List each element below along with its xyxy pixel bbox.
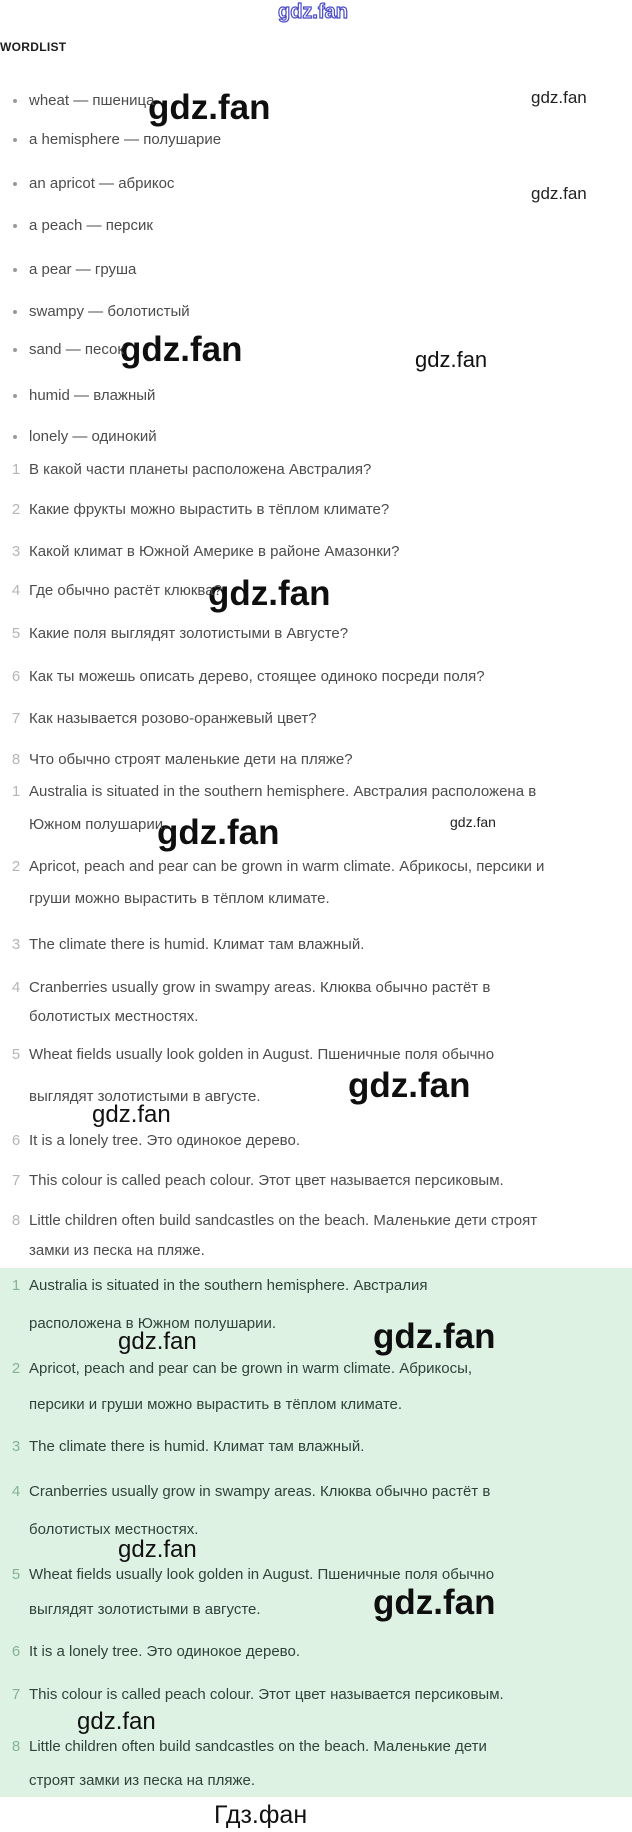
highlighted-answer-line — [11, 1686, 504, 1703]
wordlist-item — [29, 176, 174, 192]
watermark-gdzfan: gdz.fan — [157, 813, 280, 852]
wordlist-item — [29, 342, 124, 358]
answer-number: 5 — [11, 1046, 21, 1063]
wordlist-title: WORDLIST — [0, 40, 67, 54]
question-row — [11, 543, 400, 560]
bullet-icon — [13, 310, 17, 314]
answer-line — [11, 783, 537, 800]
watermark-gdzfan: gdz.fan — [415, 347, 488, 372]
highlighted-answer-line — [11, 1438, 365, 1455]
answer-line — [11, 1172, 504, 1189]
answer-line — [11, 936, 365, 953]
question-number: 4 — [11, 582, 21, 599]
wordlist-item — [29, 218, 153, 234]
question-number: 8 — [11, 751, 21, 768]
answer-text: болотистых местностях. — [29, 1521, 199, 1538]
question-text: В какой части планеты расположена Австралия? — [29, 461, 372, 478]
answer-text: Apricot, peach and pear can be grown in warm climate. Абрикосы, — [29, 1360, 473, 1377]
answer-number: 5 — [11, 1566, 21, 1583]
watermark-gdzfan-outline: gdz.fan — [278, 1, 348, 23]
answer-line — [11, 1046, 495, 1063]
answer-line — [29, 1009, 198, 1025]
answer-line — [29, 891, 330, 907]
highlighted-answer-line — [29, 1773, 255, 1789]
question-row — [11, 668, 485, 685]
wordlist-item-label: humid — влажный — [29, 387, 156, 404]
answer-text: персики и груши можно вырастить в тёплом климате. — [29, 1396, 403, 1413]
highlighted-answer-line — [29, 1316, 276, 1332]
answer-text: The climate there is humid. Климат там влажный. — [29, 936, 365, 953]
answer-text: This colour is called peach colour. Этот цвет называется персиковым. — [29, 1686, 504, 1703]
watermark-gdzfan: gdz.fan — [118, 1536, 197, 1563]
highlighted-answer-line — [11, 1738, 487, 1755]
question-row — [11, 582, 222, 599]
answer-line — [29, 817, 167, 833]
bullet-icon — [13, 99, 17, 103]
answer-number: 4 — [11, 1483, 21, 1500]
answer-number: 6 — [11, 1643, 21, 1660]
answer-number: 1 — [11, 783, 21, 800]
wordlist-item-label: lonely — одинокий — [29, 428, 157, 445]
wordlist-item-label: wheat — пшеница — [29, 92, 155, 109]
answer-text: болотистых местностях. — [29, 1008, 199, 1025]
watermark-gdzfan: gdz.fan — [531, 88, 587, 107]
answer-text: It is a lonely tree. Это одинокое дерево. — [29, 1643, 300, 1660]
wordlist-item — [29, 429, 157, 445]
answer-text: Apricot, peach and pear can be grown in warm climate. Абрикосы, персики и — [29, 858, 545, 875]
answer-line — [11, 1132, 300, 1149]
answer-text: выглядят золотистыми в августе. — [29, 1601, 261, 1618]
answer-line — [29, 1243, 205, 1259]
question-row — [11, 501, 390, 518]
answer-number: 8 — [11, 1738, 21, 1755]
question-number: 2 — [11, 501, 21, 518]
answer-text: Little children often build sandcastles on the beach. Маленькие дети строят — [29, 1212, 538, 1229]
answer-text: замки из песка на пляже. — [29, 1242, 205, 1259]
answer-number: 7 — [11, 1172, 21, 1189]
answer-text: Australia is situated in the southern hemisphere. Австралия расположена в — [29, 783, 537, 800]
answer-number: 1 — [11, 1277, 21, 1294]
answer-text: Wheat fields usually look golden in August. Пшеничные поля обычно — [29, 1046, 495, 1063]
answer-text: выглядят золотистыми в августе. — [29, 1088, 261, 1105]
highlighted-answer-line — [29, 1522, 198, 1538]
watermark-gdzfan: gdz.fan — [118, 1328, 197, 1355]
answer-text: Australia is situated in the southern hemisphere. Австралия — [29, 1277, 428, 1294]
question-text: Как называется розово-оранжевый цвет? — [29, 710, 317, 727]
answer-number: 2 — [11, 1360, 21, 1377]
answer-text: строят замки из песка на пляже. — [29, 1772, 255, 1789]
answer-number: 6 — [11, 1132, 21, 1149]
question-row — [11, 461, 372, 478]
question-text: Что обычно строят маленькие дети на пляже? — [29, 751, 353, 768]
wordlist-item — [29, 262, 136, 278]
answer-text: Cranberries usually grow in swampy areas. Клюква обычно растёт в — [29, 1483, 491, 1500]
highlighted-answer-line — [29, 1602, 261, 1618]
question-number: 1 — [11, 461, 21, 478]
question-text: Какой климат в Южной Америке в районе Амазонки? — [29, 543, 400, 560]
watermark-gdzfan: gdz.fan — [373, 1317, 496, 1356]
answer-number: 3 — [11, 1438, 21, 1455]
question-row — [11, 710, 317, 727]
answer-text: Южном полушарии. — [29, 816, 168, 833]
watermark-gdzfan: gdz.fan — [120, 330, 243, 369]
wordlist-item-label: a pear — груша — [29, 261, 137, 278]
answer-text: Cranberries usually grow in swampy areas. Клюква обычно растёт в — [29, 979, 491, 996]
answer-text: Wheat fields usually look golden in August. Пшеничные поля обычно — [29, 1566, 495, 1583]
watermark-gdzfan: gdz.fan — [348, 1066, 471, 1105]
highlighted-answer-line — [11, 1643, 300, 1660]
bullet-icon — [13, 394, 17, 398]
answer-text: Little children often build sandcastles on the beach. Маленькие дети — [29, 1738, 487, 1755]
answer-number: 3 — [11, 936, 21, 953]
watermark-gdzfan: gdz.fan — [531, 184, 587, 203]
watermark-gdzfan: gdz.fan — [148, 88, 271, 127]
wordlist-item — [29, 132, 221, 148]
question-row — [11, 751, 353, 768]
bullet-icon — [13, 138, 17, 142]
bullet-icon — [13, 182, 17, 186]
answer-number: 7 — [11, 1686, 21, 1703]
bullet-icon — [13, 435, 17, 439]
answer-text: расположена в Южном полушарии. — [29, 1315, 277, 1332]
answer-line — [11, 1212, 538, 1229]
footer-brand: Гдз.фан — [214, 1801, 308, 1829]
answer-number: 4 — [11, 979, 21, 996]
answer-line — [29, 1089, 261, 1105]
answer-line — [11, 979, 491, 996]
answer-number: 2 — [11, 858, 21, 875]
watermark-gdzfan: gdz.fan — [373, 1583, 496, 1622]
question-text: Как ты можешь описать дерево, стоящее одиноко посреди поля? — [29, 668, 485, 685]
question-number: 6 — [11, 668, 21, 685]
question-text: Какие поля выглядят золотистыми в Августе? — [29, 625, 349, 642]
answer-line — [11, 858, 545, 875]
wordlist-item — [29, 304, 190, 320]
answer-text: This colour is called peach colour. Этот цвет называется персиковым. — [29, 1172, 504, 1189]
bullet-icon — [13, 348, 17, 352]
question-text: Где обычно растёт клюква? — [29, 582, 222, 599]
watermark-gdzfan: gdz.fan — [77, 1708, 156, 1735]
answer-number: 8 — [11, 1212, 21, 1229]
highlighted-answer-line — [11, 1566, 495, 1583]
watermark-gdzfan: gdz.fan — [450, 814, 496, 830]
highlighted-answer-line — [29, 1397, 402, 1413]
highlighted-answer-line — [11, 1360, 473, 1377]
highlighted-answer-line — [11, 1277, 428, 1294]
answer-text: The climate there is humid. Климат там влажный. — [29, 1438, 365, 1455]
question-number: 3 — [11, 543, 21, 560]
bullet-icon — [13, 268, 17, 272]
bullet-icon — [13, 224, 17, 228]
wordlist-item — [29, 93, 154, 109]
question-number: 5 — [11, 625, 21, 642]
wordlist-item-label: a hemisphere — полушарие — [29, 131, 222, 148]
answer-text: груши можно вырастить в тёплом климате. — [29, 890, 330, 907]
wordlist-item — [29, 388, 155, 404]
wordlist-item-label: a peach — персик — [29, 217, 153, 234]
wordlist-item-label: swampy — болотистый — [29, 303, 190, 320]
question-row — [11, 625, 349, 642]
answer-text: It is a lonely tree. Это одинокое дерево. — [29, 1132, 300, 1149]
question-number: 7 — [11, 710, 21, 727]
question-text: Какие фрукты можно вырастить в тёплом климате? — [29, 501, 390, 518]
watermark-gdzfan: gdz.fan — [92, 1101, 171, 1128]
watermark-gdzfan: gdz.fan — [208, 574, 331, 613]
wordlist-item-label: sand — песок — [29, 341, 124, 358]
highlighted-answer-line — [11, 1483, 491, 1500]
wordlist-item-label: an apricot — абрикос — [29, 175, 175, 192]
